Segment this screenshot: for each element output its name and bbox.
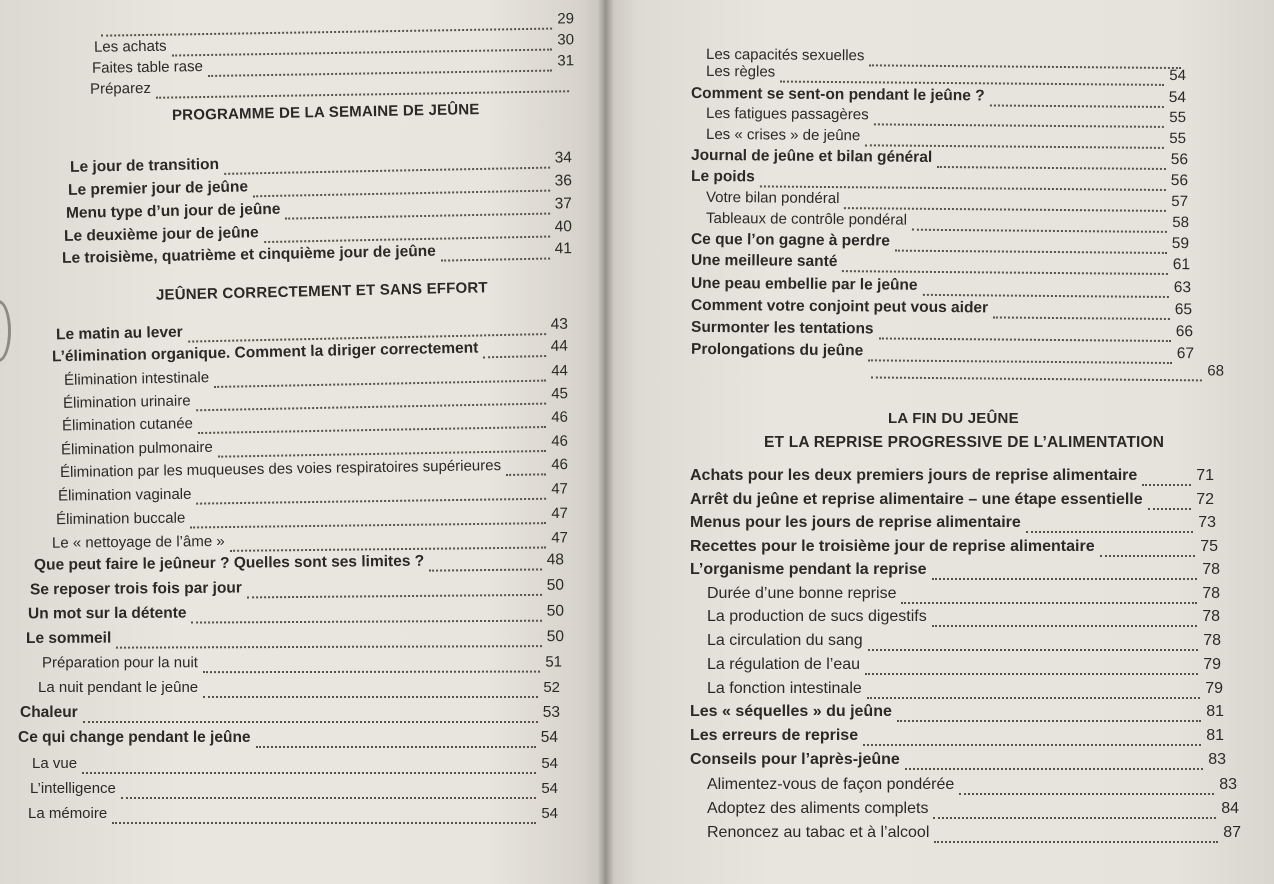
toc-entry: L’organisme pendant la reprise 78 [690,561,1220,578]
toc-entry: Achats pour les deux premiers jours de reprise alimentaire 71 [690,467,1214,484]
left-page [0,0,606,884]
toc-entry: Les capacités sexuelles [706,45,1186,69]
toc-entry: Alimentez-vous de façon pondérée 83 [707,776,1237,793]
toc-entry: Le troisième, quatrième et cinquième jour de jeûne 41 [61,240,573,267]
toc-entry: Menu type d’un jour de jeûne 37 [65,195,573,222]
toc-entry: Arrêt du jeûne et reprise alimentaire – une étape essentielle 72 [690,491,1214,508]
toc-entry: Votre bilan pondéral 57 [705,188,1189,211]
toc-entry: Ce que l’on gagne à perdre 59 [690,230,1190,253]
toc-entry: Comment votre conjoint peut vous aider 65 [690,296,1193,319]
right-page [606,0,1274,884]
toc-entry: Le deuxième jour de jeûne 40 [63,218,573,245]
toc-entry: La mémoire 54 [28,805,558,822]
toc-entry: La fonction intestinale 79 [707,680,1223,697]
toc-entry: Élimination intestinale 44 [63,362,569,389]
toc-entry: Menus pour les jours de reprise alimentaire 73 [690,514,1216,531]
toc-entry: La production de sucs digestifs 78 [707,608,1220,625]
toc-entry: Préparation pour la nuit 51 [41,653,563,672]
toc-entry: Prolongations du jeûne 67 [690,340,1195,363]
toc-entry: Recettes pour le troisième jour de reprise alimentaire 75 [690,538,1218,555]
toc-entry: L’intelligence 54 [30,780,558,797]
toc-entry: Les « séquelles » du jeûne 81 [690,703,1224,720]
toc-entry: Journal de jeûne et bilan général 56 [690,146,1189,169]
toc-entry: L’élimination organique. Comment la diriger correctement 44 [51,337,569,366]
toc-entry: Le sommeil 50 [25,628,565,647]
toc-entry: Élimination pulmonaire 46 [60,432,569,459]
toc-entry: Élimination urinaire 45 [62,385,569,412]
toc-entry: Les fatigues passagères 55 [705,104,1187,127]
toc-entry: Le matin au lever 43 [55,315,569,344]
toc-entry: Faites table rase 31 [91,52,575,77]
toc-entry: Les « crises » de jeûne 55 [705,125,1187,148]
toc-entry: Les erreurs de reprise 81 [690,727,1224,744]
toc-entry: Se reposer trois fois par jour 50 [29,576,565,599]
toc-entry: Conseils pour l’après-jeûne 83 [690,751,1226,768]
toc-entry: Que peut faire le jeûneur ? Quelles sont ses limites ? 48 [33,551,565,574]
toc-entry: La circulation du sang 78 [707,632,1221,649]
section-heading: ET LA REPRISE PROGRESSIVE DE L’ALIMENTATION [764,434,1165,451]
toc-entry: La nuit pendant le jeûne 52 [38,679,560,696]
toc-entry: 68 [866,358,1224,381]
toc-entry: 29 [96,9,574,37]
toc-entry: La régulation de l’eau 79 [707,656,1221,673]
toc-entry: Élimination vaginale 47 [57,480,569,505]
toc-entry: Surmonter les tentations 66 [690,318,1194,341]
toc-entry: Le premier jour de jeûne 36 [67,172,573,199]
toc-entry: Élimination par les muqueuses des voies respiratoires supérieures 46 [59,456,569,481]
toc-entry: Un mot sur la détente 50 [27,602,565,623]
section-heading: LA FIN DU JEÛNE [888,410,1019,427]
binding-ring [0,300,11,362]
toc-entry: Une peau embellie par le jeûne 63 [690,274,1192,297]
toc-entry: Élimination cutanée 46 [61,408,569,435]
toc-entry: Le « nettoyage de l’âme » 47 [51,529,569,552]
toc-entry: Les achats 30 [93,31,575,56]
toc-entry: Les règles 54 [705,62,1187,85]
toc-entry: Préparez [90,72,574,100]
toc-entry: Tableaux de contrôle pondéral 58 [705,209,1190,232]
toc-entry: Le poids 56 [690,167,1189,190]
toc-entry: Le jour de transition 34 [69,149,573,176]
toc-entry: Comment se sent-on pendant le jeûne ? 54 [690,84,1187,107]
toc-entry: Une meilleure santé 61 [690,251,1191,274]
book-gutter [598,0,614,884]
toc-entry: Adoptez des aliments complets 84 [707,800,1239,817]
toc-entry: Élimination buccale 47 [55,504,569,529]
toc-entry: Chaleur 53 [20,704,560,721]
toc-entry: Durée d’une bonne reprise 78 [707,585,1220,602]
toc-entry: Renoncez au tabac et à l’alcool 87 [707,824,1241,841]
section-heading: PROGRAMME DE LA SEMAINE DE JEÛNE [171,101,480,124]
section-heading: JEÛNER CORRECTEMENT ET SANS EFFORT [155,279,488,304]
toc-entry: Ce qui change pendant le jeûne 54 [18,729,558,746]
toc-entry: La vue 54 [32,755,558,772]
